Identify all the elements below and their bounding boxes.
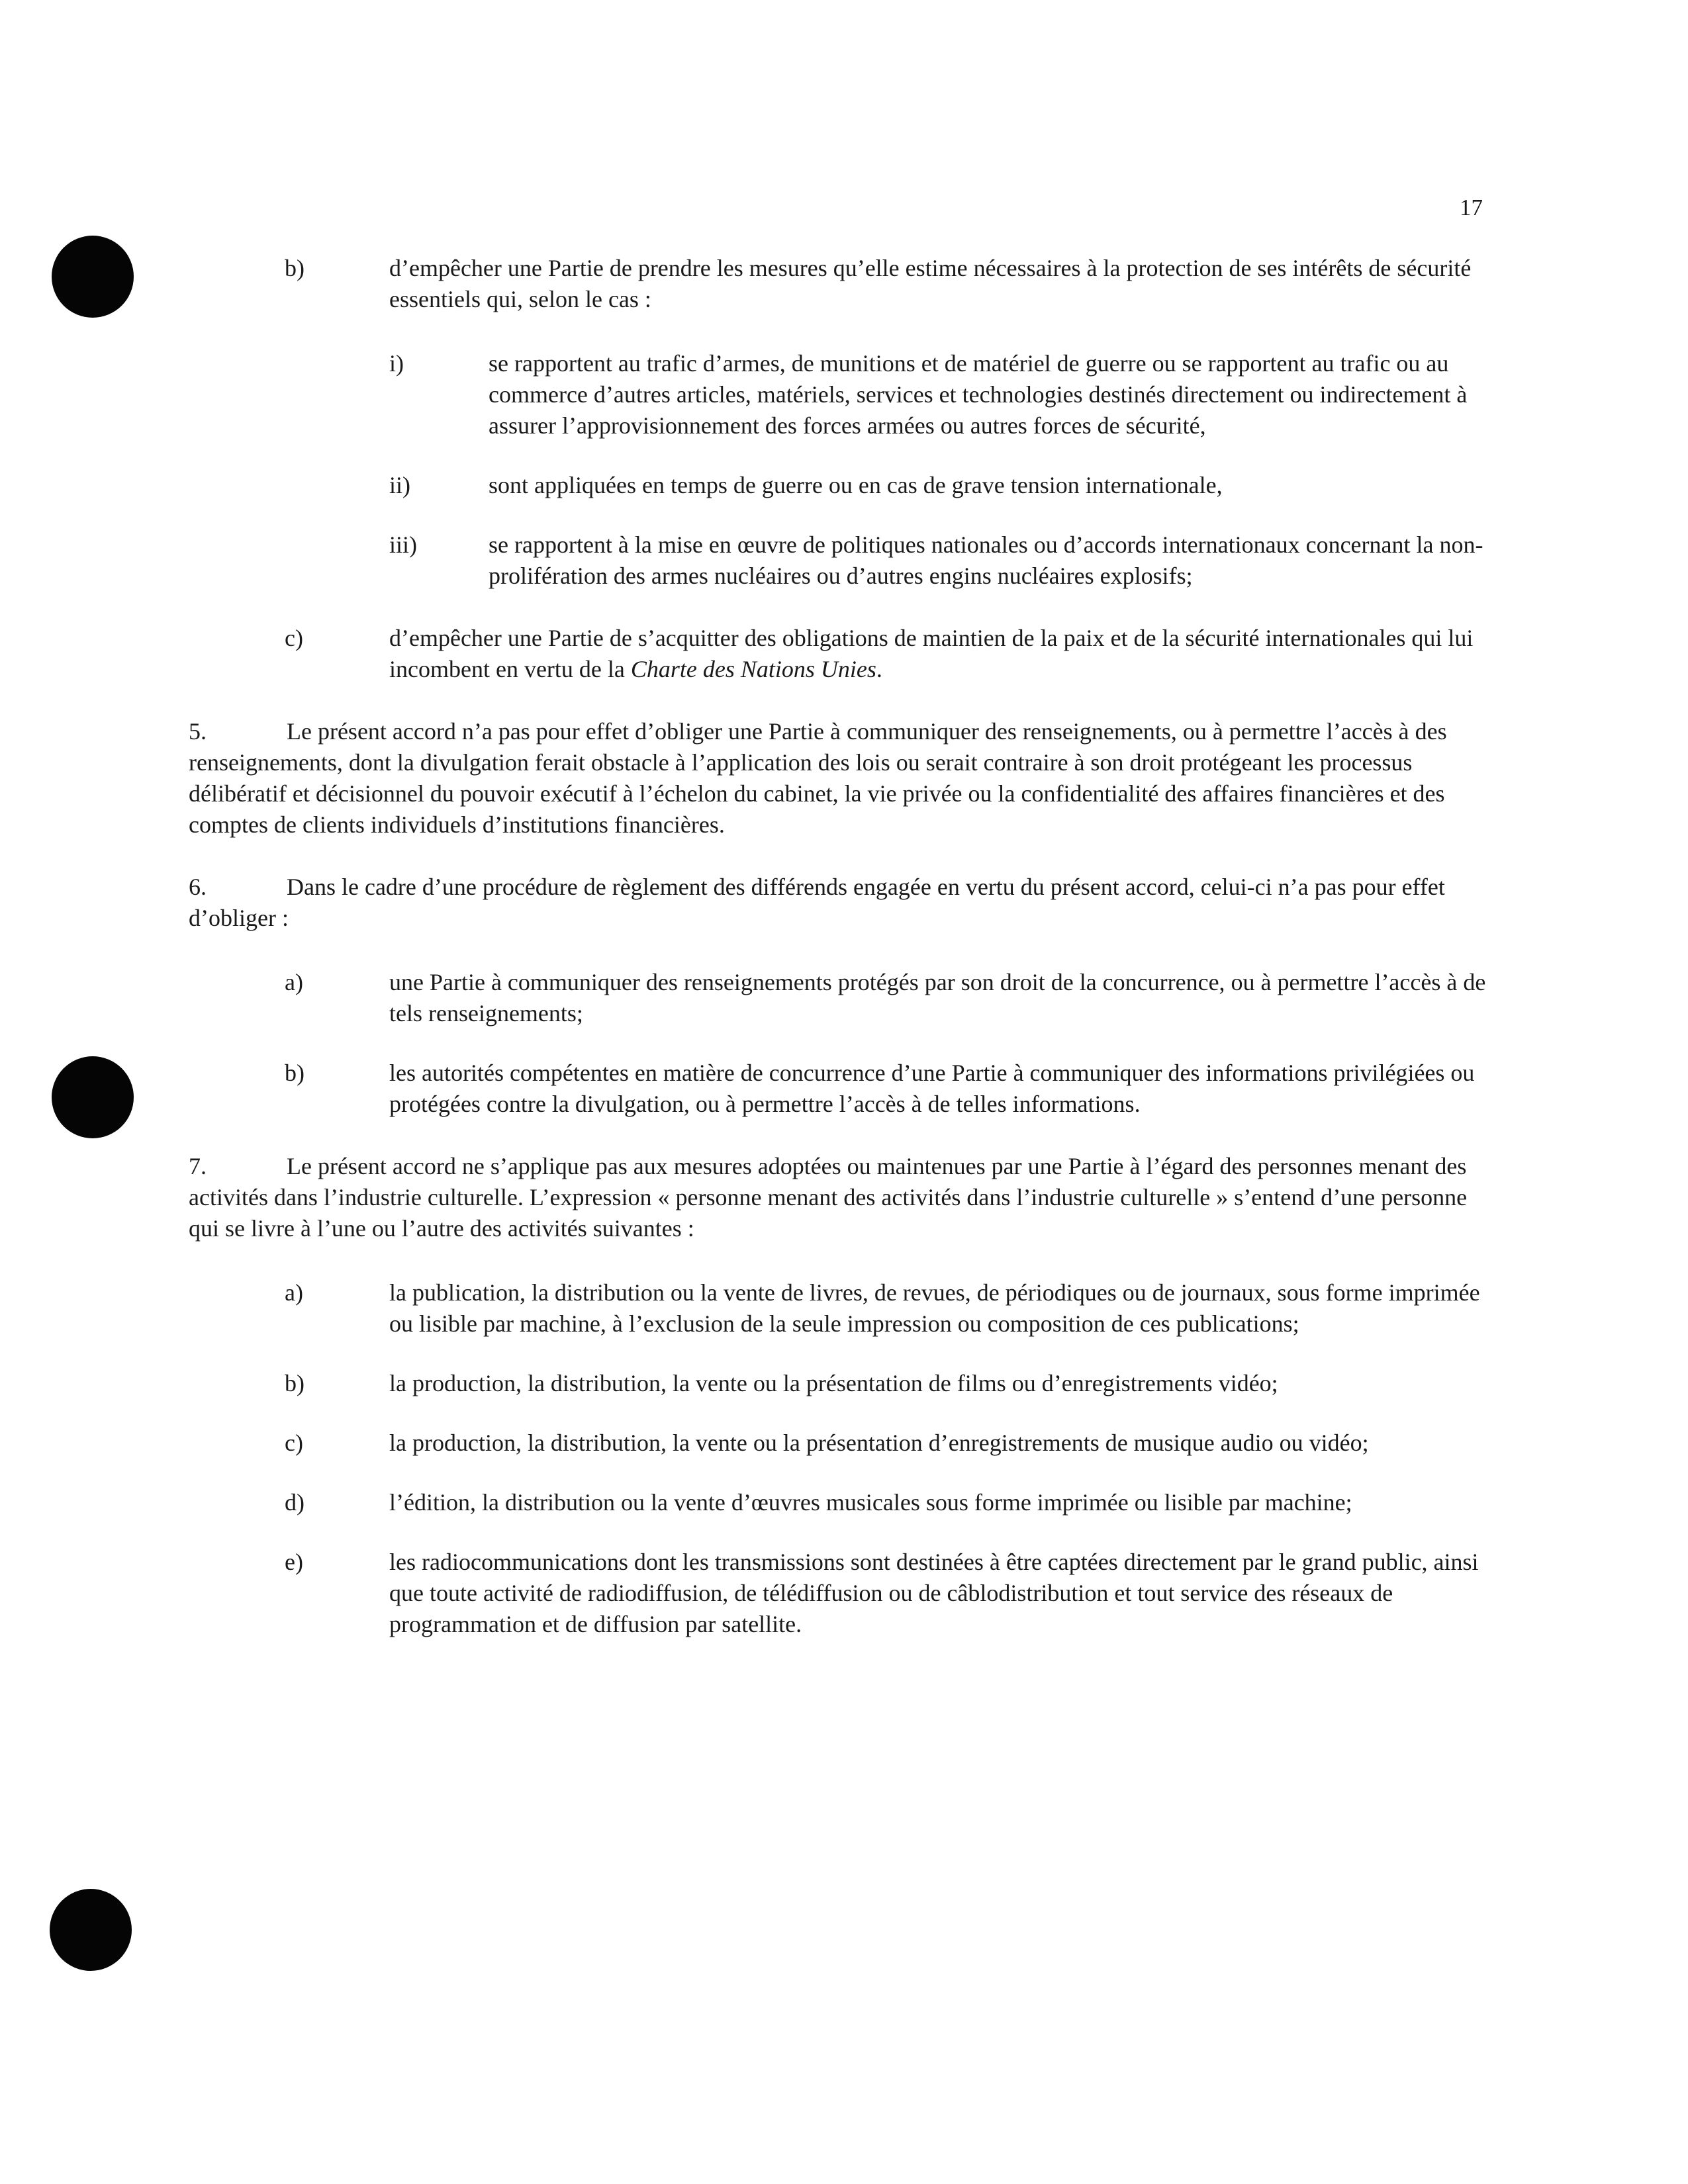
- item-marker: a): [285, 1279, 303, 1306]
- sub-item-marker: i): [389, 350, 404, 377]
- list-item-7d: [189, 1487, 1486, 1518]
- sub-item-marker: iii): [389, 531, 417, 558]
- paragraph-6: [189, 872, 1486, 934]
- list-item-7e: [189, 1547, 1486, 1640]
- sub-item-text: sont appliquées en temps de guerre ou en cas de grave tension internationale,: [489, 472, 1223, 498]
- item-text: les autorités compétentes en matière de concurrence d’une Partie à communiquer des informations privilégiées ou protégées contre la divulgation, ou à permettre l’accès à de telles informations.: [389, 1060, 1475, 1117]
- item-text-end: .: [876, 656, 882, 682]
- item-text: la production, la distribution, la vente ou la présentation d’enregistrements de musique audio ou vidéo;: [389, 1430, 1369, 1456]
- item-marker: d): [285, 1489, 305, 1516]
- sub-item-text: se rapportent au trafic d’armes, de munitions et de matériel de guerre ou se rapportent au trafic ou au commerce d’autres articles, matériels, services et technologies destinés directement ou indirectement à assurer l’approvisionnement des forces armées ou autres forces de sécurité,: [489, 350, 1468, 439]
- item-marker: a): [285, 969, 303, 995]
- sub-item-iii: [189, 529, 1486, 592]
- item-text: les radiocommunications dont les transmissions sont destinées à être captées directement par le grand public, ainsi que toute activité de radiodiffusion, de télédiffusion ou de câblodistribution et tout service des réseaux de programmation et de diffusion par satellite.: [389, 1549, 1479, 1637]
- punch-hole-bottom: [50, 1889, 132, 1971]
- charter-title: Charte des Nations Unies: [630, 656, 876, 682]
- item-text: l’édition, la distribution ou la vente d’œuvres musicales sous forme imprimée ou lisible par machine;: [389, 1489, 1352, 1516]
- item-marker: c): [285, 625, 303, 651]
- sub-item-text: se rapportent à la mise en œuvre de politiques nationales ou d’accords internationaux concernant la non-prolifération des armes nucléaires ou d’autres engins nucléaires explosifs;: [489, 531, 1483, 589]
- item-marker: b): [285, 1370, 305, 1396]
- sub-item-i: [189, 348, 1486, 441]
- punch-hole-top: [52, 236, 134, 318]
- sub-item-marker: ii): [389, 472, 410, 498]
- list-item-4b: [189, 253, 1486, 315]
- item-text: la publication, la distribution ou la vente de livres, de revues, de périodiques ou de journaux, sous forme imprimée ou lisible par machine, à l’exclusion de la seule impression ou composition de ces publications;: [389, 1279, 1480, 1337]
- list-item-7c: [189, 1428, 1486, 1459]
- paragraph-number: 5.: [189, 718, 207, 745]
- list-item-7a: [189, 1277, 1486, 1340]
- paragraph-text: Dans le cadre d’une procédure de règlement des différends engagée en vertu du présent accord, celui-ci n’a pas pour effet d’obliger :: [189, 874, 1445, 931]
- item-marker: e): [285, 1549, 303, 1575]
- paragraph-text: Le présent accord ne s’applique pas aux mesures adoptées ou maintenues par une Partie à l’égard des personnes menant des activités dans l’industrie culturelle. L’expression « personne menant des activités dans l’industrie culturelle » s’entend d’une personne qui se livre à l’une ou l’autre des activités suivantes :: [189, 1153, 1468, 1242]
- page-number: 17: [1460, 195, 1483, 220]
- paragraph-number: 7.: [189, 1153, 207, 1179]
- sub-item-ii: [189, 470, 1486, 501]
- item-text: la production, la distribution, la vente ou la présentation de films ou d’enregistrements vidéo;: [389, 1370, 1278, 1396]
- list-item-4c: [189, 623, 1486, 685]
- list-item-7b: [189, 1368, 1486, 1399]
- item-text: d’empêcher une Partie de prendre les mesures qu’elle estime nécessaires à la protection de ses intérêts de sécurité essentiels qui, selon le cas :: [389, 255, 1472, 312]
- paragraph-number: 6.: [189, 874, 207, 900]
- paragraph-7: [189, 1151, 1486, 1244]
- list-item-6a: [189, 967, 1486, 1029]
- item-marker: b): [285, 255, 305, 281]
- list-item-6b: [189, 1058, 1486, 1120]
- item-text: d’empêcher une Partie de s’acquitter des obligations de maintien de la paix et de la sécurité internationales qui lui incombent en vertu de la: [389, 625, 1474, 682]
- paragraph-text: Le présent accord n’a pas pour effet d’obliger une Partie à communiquer des renseignements, ou à permettre l’accès à des renseignements, dont la divulgation ferait obstacle à l’application des lois ou serait contraire à son droit protégeant les processus délibératif et décisionnel du pouvoir exécutif à l’échelon du cabinet, la vie privée ou la confidentialité des affaires financières et des comptes de clients individuels d’institutions financières.: [189, 718, 1447, 838]
- item-marker: c): [285, 1430, 303, 1456]
- item-marker: b): [285, 1060, 305, 1086]
- item-text: une Partie à communiquer des renseignements protégés par son droit de la concurrence, ou à permettre l’accès à de tels renseignements;: [389, 969, 1486, 1026]
- document-body: [189, 253, 1486, 1640]
- punch-hole-middle: [52, 1056, 134, 1138]
- paragraph-5: [189, 716, 1486, 841]
